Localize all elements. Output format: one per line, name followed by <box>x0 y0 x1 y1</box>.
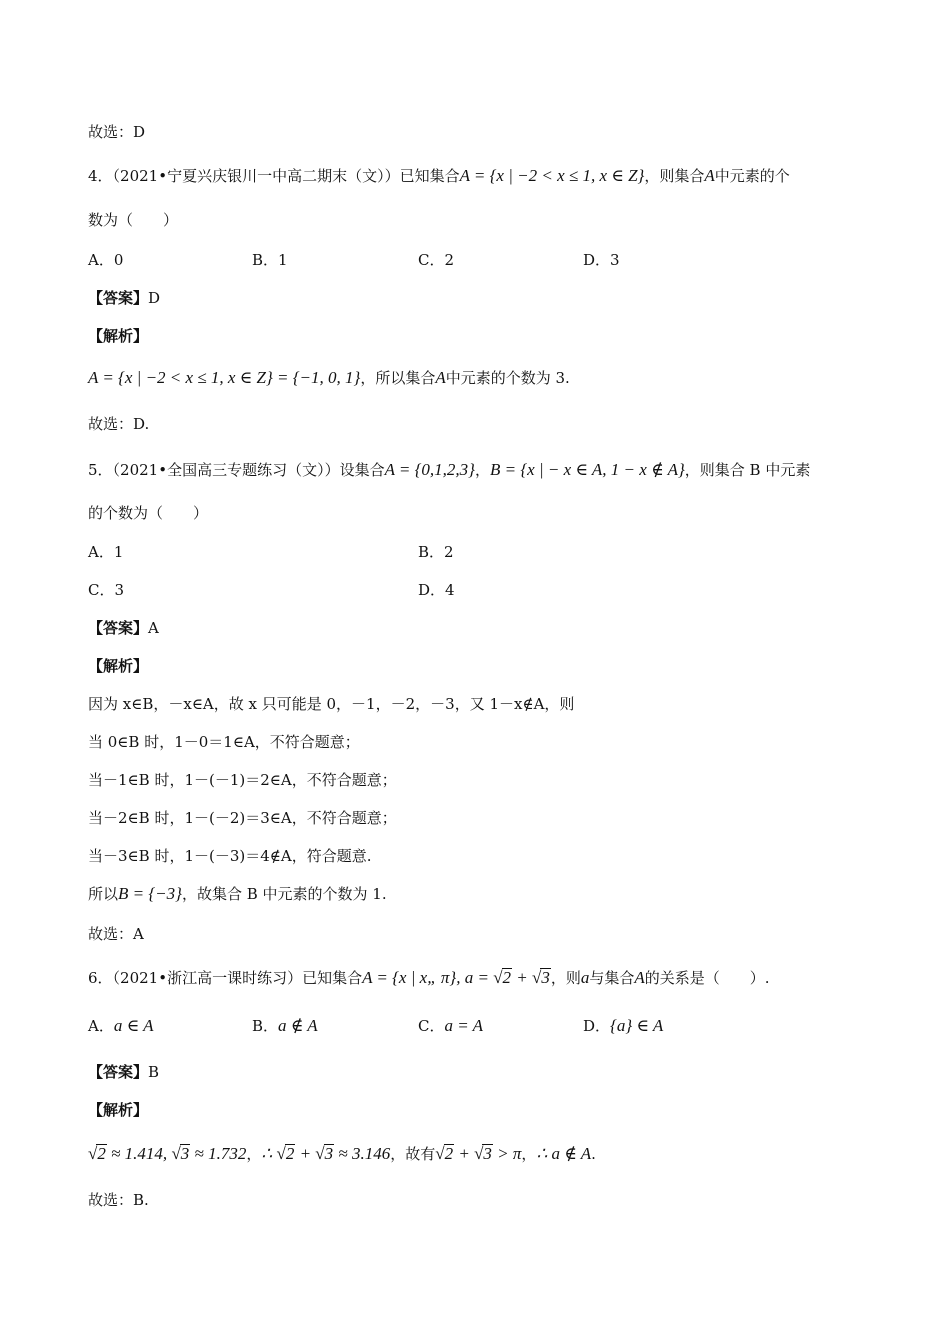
q4-option-d: D．3 <box>583 251 620 269</box>
solution-5-line4: 当－2∈B 时，1－(－2)＝3∈A，不符合题意； <box>88 809 397 827</box>
q6-option-b <box>252 1014 318 1038</box>
q6-option-c-math: a = A <box>444 1016 484 1035</box>
q6-mid: ，则 <box>550 969 581 987</box>
sol6-text: . <box>591 1145 596 1163</box>
q6-option-d <box>583 1014 663 1038</box>
sol4-set-name: A <box>435 368 446 387</box>
sol6-math: > π <box>492 1144 522 1163</box>
sqrt-icon: √ <box>315 1144 325 1163</box>
answer-value: D <box>148 289 161 307</box>
q4-option-a: A．0 <box>88 251 124 269</box>
solution-6 <box>88 1142 596 1166</box>
analysis-label-4: 【解析】 <box>88 327 149 345</box>
sqrt-icon: √ <box>88 1144 98 1163</box>
sqrt-icon: √ <box>493 968 503 987</box>
sol4-text2: 中元素的个数为 3. <box>445 369 570 387</box>
answer-label: 【答案】 <box>88 289 149 307</box>
sol6-text: ，故有 <box>390 1145 436 1163</box>
sol6-math: ≈ 1.414, <box>106 1144 172 1163</box>
sqrt-icon: √ <box>171 1144 181 1163</box>
q4-set-name: A <box>704 166 715 185</box>
answer-5 <box>88 616 159 640</box>
q6-option-d-math: {a} ∈ A <box>610 1016 664 1035</box>
sol6-math: ∴ a ∉ A <box>536 1144 592 1163</box>
sol4-text1: ，所以集合 <box>360 369 436 387</box>
q6-suffix: 的关系是（ ）. <box>644 969 770 987</box>
question-5-stem <box>88 458 810 482</box>
sqrt-icon: √ <box>435 1144 445 1163</box>
solution-5-line1: 因为 x∈B，－x∈A，故 x 只可能是 0，－1，－2，－3，又 1－x∉A，则 <box>88 695 575 713</box>
q6-option-a <box>88 1014 154 1038</box>
sol6-math: ∴ <box>261 1144 277 1163</box>
sol5-l6a: 所以 <box>88 885 119 903</box>
q6-option-a-math: a ∈ A <box>113 1016 154 1035</box>
answer-4 <box>88 286 160 310</box>
question-5-stem-line2: 的个数为（ ） <box>88 504 209 522</box>
answer-label: 【答案】 <box>88 1063 149 1081</box>
sol6-radicand: 3 <box>180 1144 190 1163</box>
solution-5-line6 <box>88 882 387 906</box>
q6-mid2: 与集合 <box>589 969 635 987</box>
conclusion-line: 故选：B. <box>88 1191 149 1209</box>
q6-prefix: 6．（2021•浙江高一课时练习）已知集合 <box>88 969 363 987</box>
sol6-math: ≈ 3.146 <box>334 1144 391 1163</box>
sol6-radicand: 2 <box>97 1144 106 1163</box>
q5-sep: ， <box>474 461 490 479</box>
analysis-label-5: 【解析】 <box>88 657 149 675</box>
sol6-radicand: 2 <box>285 1144 295 1163</box>
answer-6 <box>88 1060 159 1084</box>
sol6-text: ， <box>246 1145 262 1163</box>
solution-5-line5: 当－3∈B 时，1－(－3)＝4∉A，符合题意. <box>88 847 372 865</box>
conclusion-line: 故选：A <box>88 925 144 943</box>
sol6-text: ， <box>521 1145 537 1163</box>
answer-label: 【答案】 <box>88 619 149 637</box>
q4-set-expression: A = {x | −2 < x ≤ 1, x ∈ Z} <box>459 166 645 185</box>
solution-5-line3: 当－1∈B 时，1－(－1)＝2∈A，不符合题意； <box>88 771 397 789</box>
sol6-radicand: 3 <box>324 1144 334 1163</box>
q6-radicand-2: 3 <box>541 968 550 987</box>
q6-plus: + <box>512 968 533 987</box>
q6-option-a-label: A． <box>88 1017 114 1035</box>
question-4-stem <box>88 164 790 188</box>
q5-set-b: B = {x | − x ∈ A, 1 − x ∉ A} <box>490 460 685 479</box>
analysis-label-6: 【解析】 <box>88 1101 149 1119</box>
conclusion-line: 故选：D. <box>88 415 150 433</box>
solution-4 <box>88 366 570 390</box>
sol5-l6b: ，故集合 B 中元素的个数为 1. <box>181 885 387 903</box>
sol6-radicand: 3 <box>483 1144 492 1163</box>
question-4-stem-line2: 数为（ ） <box>88 211 179 229</box>
q5-option-a: A．1 <box>88 543 124 561</box>
q5-option-b: B．2 <box>418 543 454 561</box>
conclusion-line: 故选：D <box>88 123 146 141</box>
q5-option-d: D．4 <box>418 581 455 599</box>
q4-prefix: 4．（2021•宁夏兴庆银川一中高二期末（文））已知集合 <box>88 167 460 185</box>
q5-option-c: C．3 <box>88 581 125 599</box>
q4-option-b: B．1 <box>252 251 288 269</box>
q6-option-b-label: B． <box>252 1017 279 1035</box>
q6-set-name: A <box>634 968 645 987</box>
answer-value: B <box>148 1063 160 1081</box>
q5-suffix: ，则集合 B 中元素 <box>684 461 811 479</box>
q5-set-a: A = {0,1,2,3} <box>384 460 475 479</box>
q6-option-c-label: C． <box>418 1017 445 1035</box>
solution-5-line2: 当 0∈B 时，1－0＝1∈A，不符合题意； <box>88 733 360 751</box>
q4-suffix: 中元素的个 <box>714 167 790 185</box>
q5-prefix: 5．（2021•全国高三专题练习（文））设集合 <box>88 461 385 479</box>
sol6-math: + <box>454 1144 475 1163</box>
sqrt-icon: √ <box>276 1144 286 1163</box>
q6-set-expr: A = {x | x„ π}, a = <box>362 968 494 987</box>
sol6-math: ≈ 1.732 <box>190 1144 247 1163</box>
sol5-l6-math: B = {−3} <box>118 884 182 903</box>
answer-value: A <box>148 619 159 637</box>
q4-option-c: C．2 <box>418 251 455 269</box>
sol4-math: A = {x | −2 < x ≤ 1, x ∈ Z} = {−1, 0, 1} <box>88 368 361 387</box>
sol6-math: + <box>295 1144 316 1163</box>
q6-option-b-math: a ∉ A <box>278 1016 318 1035</box>
sqrt-icon: √ <box>474 1144 484 1163</box>
sol6-radicand: 2 <box>444 1144 454 1163</box>
sqrt-icon: √ <box>532 968 542 987</box>
q6-option-d-label: D． <box>583 1017 611 1035</box>
q6-a: a <box>580 968 590 987</box>
q4-mid: ，则集合 <box>644 167 705 185</box>
q6-option-c <box>418 1014 483 1038</box>
question-6-stem <box>88 966 770 990</box>
q6-radicand-1: 2 <box>502 968 512 987</box>
